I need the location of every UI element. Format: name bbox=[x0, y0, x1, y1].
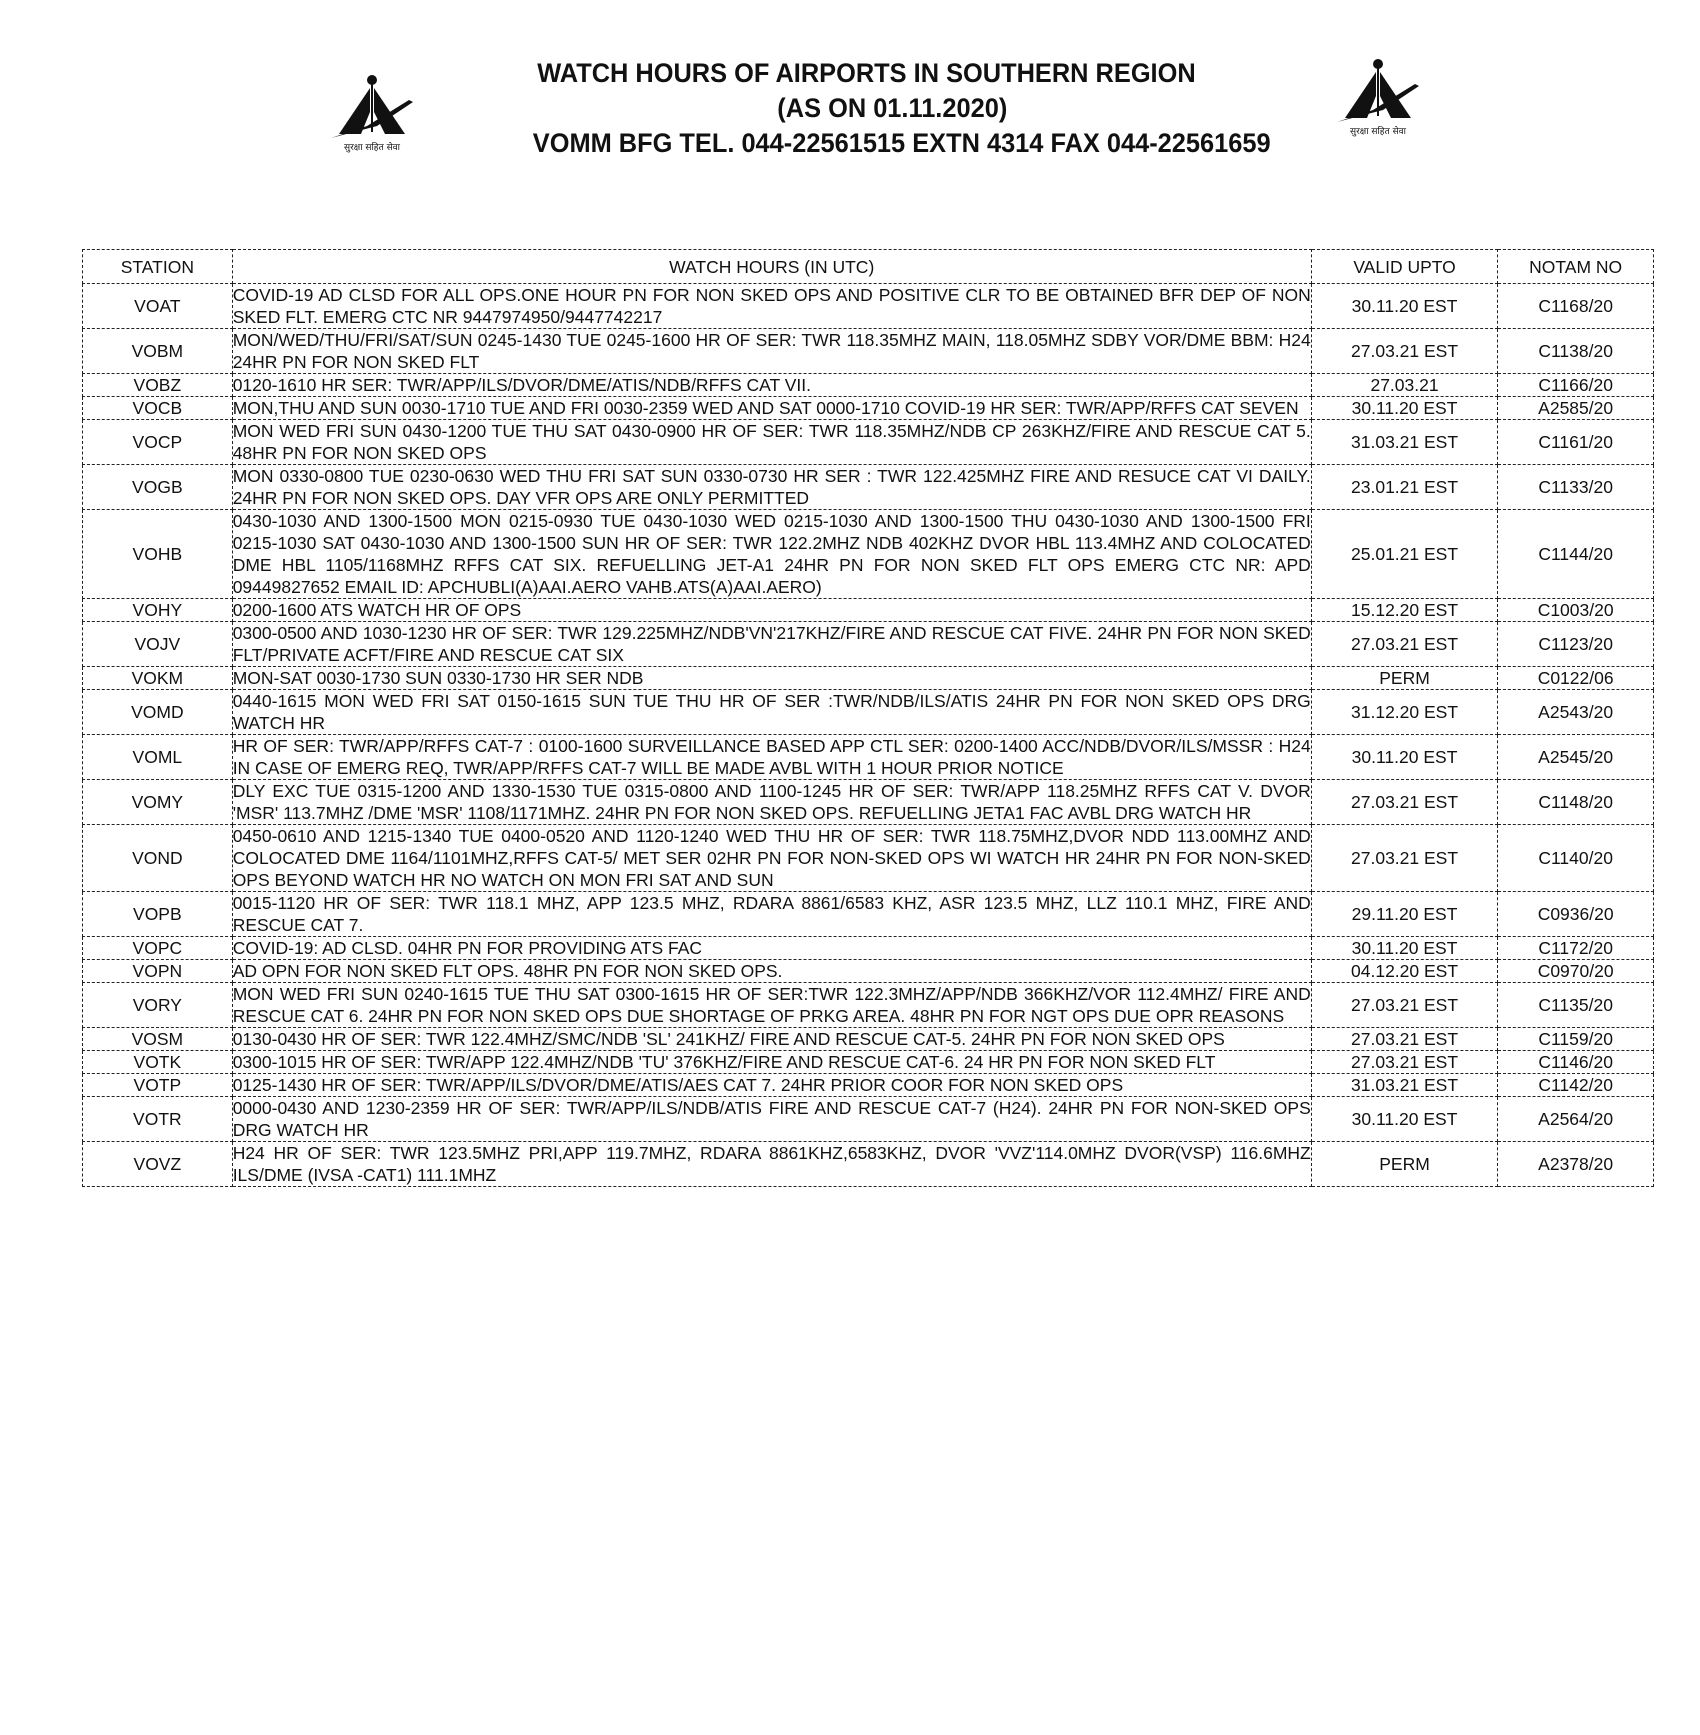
watch-hours-cell: HR OF SER: TWR/APP/RFFS CAT-7 : 0100-1600 SURVEILLANCE BASED APP CTL SER: 0200-1400 ACC/NDB/DVOR/ILS/MSSR : H24 IN CASE OF EMERG REQ, TWR/APP/RFFS CAT-7 WILL BE MADE AVBL WITH 1 HOUR PRIOR NOTICE bbox=[232, 736, 1311, 778]
table-row bbox=[83, 510, 1654, 599]
table-row bbox=[83, 780, 1654, 825]
table-row bbox=[83, 397, 1654, 420]
valid-upto-cell: PERM bbox=[1311, 667, 1498, 690]
column-header-watch-hours: WATCH HOURS (IN UTC) bbox=[232, 250, 1311, 284]
valid-upto-cell: 30.11.20 EST bbox=[1311, 937, 1498, 960]
valid-upto-cell: 27.03.21 bbox=[1311, 374, 1498, 397]
station-cell: VOAT bbox=[83, 284, 233, 329]
table-row bbox=[83, 599, 1654, 622]
watch-hours-cell: 0440-1615 MON WED FRI SAT 0150-1615 SUN TUE THU HR OF SER :TWR/NDB/ILS/ATIS 24HR PN FOR NON SKED OPS DRG WATCH HR bbox=[232, 691, 1311, 733]
notam-no-cell: C1138/20 bbox=[1498, 329, 1654, 374]
station-cell: VOCB bbox=[83, 397, 233, 420]
notam-no-cell: C1146/20 bbox=[1498, 1051, 1654, 1074]
station-cell: VORY bbox=[83, 983, 233, 1028]
valid-upto-cell: 31.12.20 EST bbox=[1311, 690, 1498, 735]
station-cell: VOCP bbox=[83, 420, 233, 465]
station-cell: VOTP bbox=[83, 1074, 233, 1097]
station-cell: VOPN bbox=[83, 960, 233, 983]
station-cell: VOKM bbox=[83, 667, 233, 690]
watch-hours-cell: 0200-1600 ATS WATCH HR OF OPS bbox=[232, 599, 1311, 622]
valid-upto-cell: 27.03.21 EST bbox=[1311, 329, 1498, 374]
station-cell: VOMD bbox=[83, 690, 233, 735]
station-cell: VOPB bbox=[83, 892, 233, 937]
station-cell: VOTR bbox=[83, 1097, 233, 1142]
notam-no-cell: C0936/20 bbox=[1498, 892, 1654, 937]
valid-upto-cell: 25.01.21 EST bbox=[1311, 510, 1498, 599]
table-row bbox=[83, 1097, 1654, 1142]
station-cell: VOGB bbox=[83, 465, 233, 510]
watch-hours-cell: AD OPN FOR NON SKED FLT OPS. 48HR PN FOR NON SKED OPS. bbox=[232, 960, 1311, 983]
notam-no-cell: A2585/20 bbox=[1498, 397, 1654, 420]
watch-hours-cell: 0430-1030 AND 1300-1500 MON 0215-0930 TUE 0430-1030 WED 0215-1030 AND 1300-1500 THU 0430-1030 AND 1300-1500 FRI 0215-1030 SAT 0430-1030 AND 1300-1500 SUN HR OF SER: TWR 122.2MHZ NDB 402KHZ DVOR HBL 113.4MHZ AND COLOCATED DME HBL 1105/1168MHZ RFFS CAT SIX. REFUELLING JET-A1 24HR PN FOR NON SKED FLT OPS EMERG CTC NR: APD 09449827652 EMAIL ID: APCHUBLI(A)AAI.AERO VAHB.ATS(A)AAI.AERO) bbox=[232, 511, 1311, 597]
as-on-date: (AS ON 01.11.2020) bbox=[777, 93, 1008, 123]
table-row bbox=[83, 329, 1654, 374]
notam-no-cell: C1144/20 bbox=[1498, 510, 1654, 599]
notam-no-cell: A2545/20 bbox=[1498, 735, 1654, 780]
table-row bbox=[83, 1074, 1654, 1097]
station-cell: VOHY bbox=[83, 599, 233, 622]
valid-upto-cell: 23.01.21 EST bbox=[1311, 465, 1498, 510]
table-row bbox=[83, 983, 1654, 1028]
valid-upto-cell: 31.03.21 EST bbox=[1311, 420, 1498, 465]
logo-caption: सुरक्षा सहित सेवा bbox=[343, 143, 400, 153]
column-header-station: STATION bbox=[83, 250, 233, 284]
notam-no-cell: C1172/20 bbox=[1498, 937, 1654, 960]
valid-upto-cell: 31.03.21 EST bbox=[1311, 1074, 1498, 1097]
notam-no-cell: C1161/20 bbox=[1498, 420, 1654, 465]
watch-hours-cell: MON 0330-0800 TUE 0230-0630 WED THU FRI SAT SUN 0330-0730 HR SER : TWR 122.425MHZ FIRE AND RESUCE CAT VI DAILY. 24HR PN FOR NON SKED OPS. DAY VFR OPS ARE ONLY PERMITTED bbox=[232, 466, 1311, 508]
table-row bbox=[83, 465, 1654, 510]
watch-hours-cell: 0000-0430 AND 1230-2359 HR OF SER: TWR/APP/ILS/NDB/ATIS FIRE AND RESCUE CAT-7 (H24). 24HR PN FOR NON-SKED OPS DRG WATCH HR bbox=[232, 1098, 1311, 1140]
station-cell: VOML bbox=[83, 735, 233, 780]
notam-no-cell: C0122/06 bbox=[1498, 667, 1654, 690]
valid-upto-cell: 04.12.20 EST bbox=[1311, 960, 1498, 983]
watch-hours-cell: 0130-0430 HR OF SER: TWR 122.4MHZ/SMC/NDB 'SL' 241KHZ/ FIRE AND RESCUE CAT-5. 24HR PN FOR NON SKED OPS bbox=[232, 1028, 1311, 1051]
station-cell: VOPC bbox=[83, 937, 233, 960]
watch-hours-cell: MON WED FRI SUN 0430-1200 TUE THU SAT 0430-0900 HR OF SER: TWR 118.35MHZ/NDB CP 263KHZ/FIRE AND RESCUE CAT 5. 48HR PN FOR NON SKED OPS bbox=[232, 421, 1311, 463]
document-header bbox=[51, 56, 1649, 161]
table-header-row bbox=[83, 250, 1654, 284]
watch-hours-cell: 0125-1430 HR OF SER: TWR/APP/ILS/DVOR/DME/ATIS/AES CAT 7. 24HR PRIOR COOR FOR NON SKED OPS bbox=[232, 1074, 1311, 1097]
logo-caption: सुरक्षा सहित सेवा bbox=[1349, 127, 1406, 137]
station-cell: VOSM bbox=[83, 1028, 233, 1051]
valid-upto-cell: 27.03.21 EST bbox=[1311, 780, 1498, 825]
notam-no-cell: C1140/20 bbox=[1498, 825, 1654, 892]
table-row bbox=[83, 735, 1654, 780]
column-header-valid-upto: VALID UPTO bbox=[1311, 250, 1498, 284]
valid-upto-cell: 29.11.20 EST bbox=[1311, 892, 1498, 937]
watch-hours-cell: MON,THU AND SUN 0030-1710 TUE AND FRI 0030-2359 WED AND SAT 0000-1710 COVID-19 HR SER: TWR/APP/RFFS CAT SEVEN bbox=[232, 397, 1311, 420]
document-title: WATCH HOURS OF AIRPORTS IN SOUTHERN REGION bbox=[537, 58, 1196, 88]
watch-hours-cell: 0450-0610 AND 1215-1340 TUE 0400-0520 AND 1120-1240 WED THU HR OF SER: TWR 118.75MHZ,DVOR NDD 113.00MHZ AND COLOCATED DME 1164/1101MHZ,RFFS CAT-5/ MET SER 02HR PN FOR NON-SKED OPS WI WATCH HR 24HR PN FOR NON-SKED OPS BEYOND WATCH HR NO WATCH ON MON FRI SAT AND SUN bbox=[232, 826, 1311, 890]
watch-hours-cell: 0015-1120 HR OF SER: TWR 118.1 MHZ, APP 123.5 MHZ, RDARA 8861/6583 KHZ, ASR 123.5 MHZ, LLZ 110.1 MHZ, FIRE AND RESCUE CAT 7. bbox=[232, 893, 1311, 935]
valid-upto-cell: PERM bbox=[1311, 1142, 1498, 1187]
station-cell: VOBM bbox=[83, 329, 233, 374]
table-row bbox=[83, 825, 1654, 892]
table-row bbox=[83, 1051, 1654, 1074]
watch-hours-cell: COVID-19 AD CLSD FOR ALL OPS.ONE HOUR PN FOR NON SKED OPS AND POSITIVE CLR TO BE OBTAINED BFR DEP OF NON SKED FLT. EMERG CTC NR 9447974950/9447742217 bbox=[232, 285, 1311, 327]
notam-no-cell: C1133/20 bbox=[1498, 465, 1654, 510]
column-header-notam-no: NOTAM NO bbox=[1498, 250, 1654, 284]
watch-hours-cell: 0300-1015 HR OF SER: TWR/APP 122.4MHZ/NDB 'TU' 376KHZ/FIRE AND RESCUE CAT-6. 24 HR PN FOR NON SKED FLT bbox=[232, 1051, 1311, 1074]
notam-no-cell: C1123/20 bbox=[1498, 622, 1654, 667]
table-row bbox=[83, 284, 1654, 329]
watch-hours-cell: MON/WED/THU/FRI/SAT/SUN 0245-1430 TUE 0245-1600 HR OF SER: TWR 118.35MHZ MAIN, 118.05MHZ SDBY VOR/DME BBM: H24 24HR PN FOR NON SKED FLT bbox=[232, 330, 1311, 372]
watch-hours-cell: 0120-1610 HR SER: TWR/APP/ILS/DVOR/DME/ATIS/NDB/RFFS CAT VII. bbox=[232, 374, 1311, 397]
valid-upto-cell: 27.03.21 EST bbox=[1311, 983, 1498, 1028]
valid-upto-cell: 27.03.21 EST bbox=[1311, 1028, 1498, 1051]
table-row bbox=[83, 420, 1654, 465]
watch-hours-cell: 0300-0500 AND 1030-1230 HR OF SER: TWR 129.225MHZ/NDB'VN'217KHZ/FIRE AND RESCUE CAT FIVE. 24HR PN FOR NON SKED FLT/PRIVATE ACFT/FIRE AND RESCUE CAT SIX bbox=[232, 623, 1311, 665]
table-row bbox=[83, 892, 1654, 937]
table-row bbox=[83, 667, 1654, 690]
station-cell: VOBZ bbox=[83, 374, 233, 397]
contact-line: VOMM BFG TEL. 044-22561515 EXTN 4314 FAX 044-22561659 bbox=[532, 128, 1271, 158]
notam-no-cell: C1142/20 bbox=[1498, 1074, 1654, 1097]
notam-no-cell: C1148/20 bbox=[1498, 780, 1654, 825]
valid-upto-cell: 15.12.20 EST bbox=[1311, 599, 1498, 622]
table-row bbox=[83, 1028, 1654, 1051]
watch-hours-cell: DLY EXC TUE 0315-1200 AND 1330-1530 TUE 0315-0800 AND 1100-1245 HR OF SER: TWR/APP 118.25MHZ RFFS CAT V. DVOR 'MSR' 113.7MHZ /DME 'MSR' 1108/1171MHZ. 24HR PN FOR NON SKED OPS. REFUELLING JETA1 FAC AVBL DRG WATCH HR bbox=[232, 781, 1311, 823]
table-row bbox=[83, 622, 1654, 667]
valid-upto-cell: 30.11.20 EST bbox=[1311, 284, 1498, 329]
valid-upto-cell: 30.11.20 EST bbox=[1311, 1097, 1498, 1142]
valid-upto-cell: 27.03.21 EST bbox=[1311, 1051, 1498, 1074]
valid-upto-cell: 30.11.20 EST bbox=[1311, 397, 1498, 420]
watch-hours-cell: MON WED FRI SUN 0240-1615 TUE THU SAT 0300-1615 HR OF SER:TWR 122.3MHZ/APP/NDB 366KHZ/VOR 112.4MHZ/ FIRE AND RESCUE CAT 6. 24HR PN FOR NON SKED OPS DUE SHORTAGE OF PRKG AREA. 48HR PN FOR NGT OPS DUE OPR REASONS bbox=[232, 984, 1311, 1026]
watch-hours-cell: COVID-19: AD CLSD. 04HR PN FOR PROVIDING ATS FAC bbox=[232, 937, 1311, 960]
notam-no-cell: C1159/20 bbox=[1498, 1028, 1654, 1051]
notam-no-cell: C1003/20 bbox=[1498, 599, 1654, 622]
table-row bbox=[83, 960, 1654, 983]
valid-upto-cell: 30.11.20 EST bbox=[1311, 735, 1498, 780]
table-row bbox=[83, 374, 1654, 397]
station-cell: VOTK bbox=[83, 1051, 233, 1074]
notam-no-cell: A2564/20 bbox=[1498, 1097, 1654, 1142]
table-row bbox=[83, 1142, 1654, 1187]
station-cell: VOMY bbox=[83, 780, 233, 825]
station-cell: VOND bbox=[83, 825, 233, 892]
notam-no-cell: C1166/20 bbox=[1498, 374, 1654, 397]
notam-no-cell: A2378/20 bbox=[1498, 1142, 1654, 1187]
watch-hours-cell: MON-SAT 0030-1730 SUN 0330-1730 HR SER NDB bbox=[232, 667, 1311, 690]
notam-no-cell: C0970/20 bbox=[1498, 960, 1654, 983]
table-row bbox=[83, 937, 1654, 960]
watch-hours-cell: H24 HR OF SER: TWR 123.5MHZ PRI,APP 119.7MHZ, RDARA 8861KHZ,6583KHZ, DVOR 'VVZ'114.0MHZ DVOR(VSP) 116.6MHZ ILS/DME (IVSA -CAT1) 111.1MHZ bbox=[232, 1143, 1311, 1185]
table-row bbox=[83, 690, 1654, 735]
station-cell: VOJV bbox=[83, 622, 233, 667]
valid-upto-cell: 27.03.21 EST bbox=[1311, 622, 1498, 667]
notam-no-cell: C1135/20 bbox=[1498, 983, 1654, 1028]
station-cell: VOVZ bbox=[83, 1142, 233, 1187]
station-cell: VOHB bbox=[83, 510, 233, 599]
notam-no-cell: C1168/20 bbox=[1498, 284, 1654, 329]
watch-hours-table bbox=[82, 249, 1654, 1187]
notam-no-cell: A2543/20 bbox=[1498, 690, 1654, 735]
valid-upto-cell: 27.03.21 EST bbox=[1311, 825, 1498, 892]
